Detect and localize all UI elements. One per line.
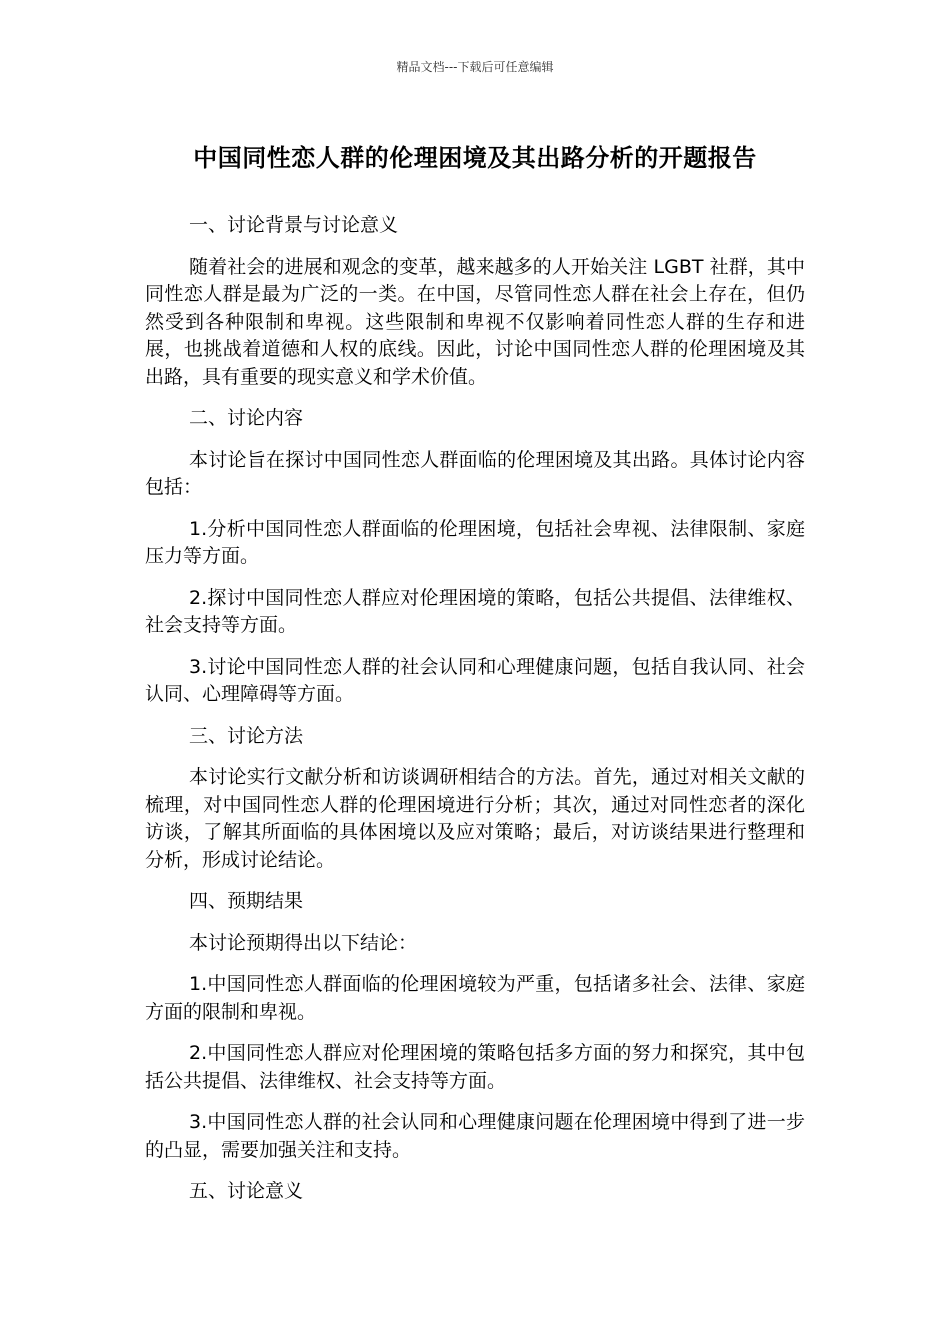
list-item-expected-3: 3.中国同性恋人群的社会认同和心理健康问题在伦理困境中得到了进一步的凸显，需要加强关注和支持。 xyxy=(145,1111,805,1161)
paragraph-method: 本讨论实行文献分析和访谈调研相结合的方法。首先，通过对相关文献的梳理，对中国同性恋人群的伦理困境进行分析；其次，通过对同性恋者的深化访谈，了解其所面临的具体困境以及应对策略；最后，对访谈结果进行整理和分析，形成讨论结论。 xyxy=(145,766,805,871)
list-item-expected-1: 1.中国同性恋人群面临的伦理困境较为严重，包括诸多社会、法律、家庭方面的限制和卑视。 xyxy=(145,973,805,1023)
list-item-content-1: 1.分析中国同性恋人群面临的伦理困境，包括社会卑视、法律限制、家庭压力等方面。 xyxy=(145,517,805,567)
section-heading-expected-results: 四、预期结果 xyxy=(189,890,304,912)
section-heading-method: 三、讨论方法 xyxy=(189,724,304,747)
paragraph-background: 随着社会的进展和观念的变革，越来越多的人开始关注 LGBT 社群，其中同性恋人群是最为广泛的一类。在中国，尽管同性恋人群在社会上存在，但仍然受到各种限制和卑视。这些限制和卑视不仅影响着同性恋人群的生存和进展，也挑战着道德和人权的底线。因此，讨论中国同性恋人群的伦理困境及其出路，具有重要的现实意义和学术价值。 xyxy=(145,255,805,388)
list-item-content-2: 2.探讨中国同性恋人群应对伦理困境的策略，包括公共提倡、法律维权、社会支持等方面。 xyxy=(145,586,805,636)
section-heading-significance: 五、讨论意义 xyxy=(189,1180,304,1202)
section-heading-background: 一、讨论背景与讨论意义 xyxy=(189,214,399,236)
section-heading-content: 二、讨论内容 xyxy=(189,407,304,429)
list-item-content-3: 3.讨论中国同性恋人群的社会认同和心理健康问题，包括自我认同、社会认同、心理障碍等方面。 xyxy=(145,655,805,705)
document-body xyxy=(145,212,805,1220)
document-title: 中国同性恋人群的伦理困境及其出路分析的开题报告 xyxy=(193,144,757,172)
list-item-expected-2: 2.中国同性恋人群应对伦理困境的策略包括多方面的努力和探究，其中包括公共提倡、法律维权、社会支持等方面。 xyxy=(145,1042,805,1092)
paragraph-content-intro: 本讨论旨在探讨中国同性恋人群面临的伦理困境及其出路。具体讨论内容包括： xyxy=(145,448,805,498)
paragraph-expected-intro: 本讨论预期得出以下结论： xyxy=(189,931,418,954)
header-note: 精品文档---下载后可任意编辑 xyxy=(396,60,554,74)
